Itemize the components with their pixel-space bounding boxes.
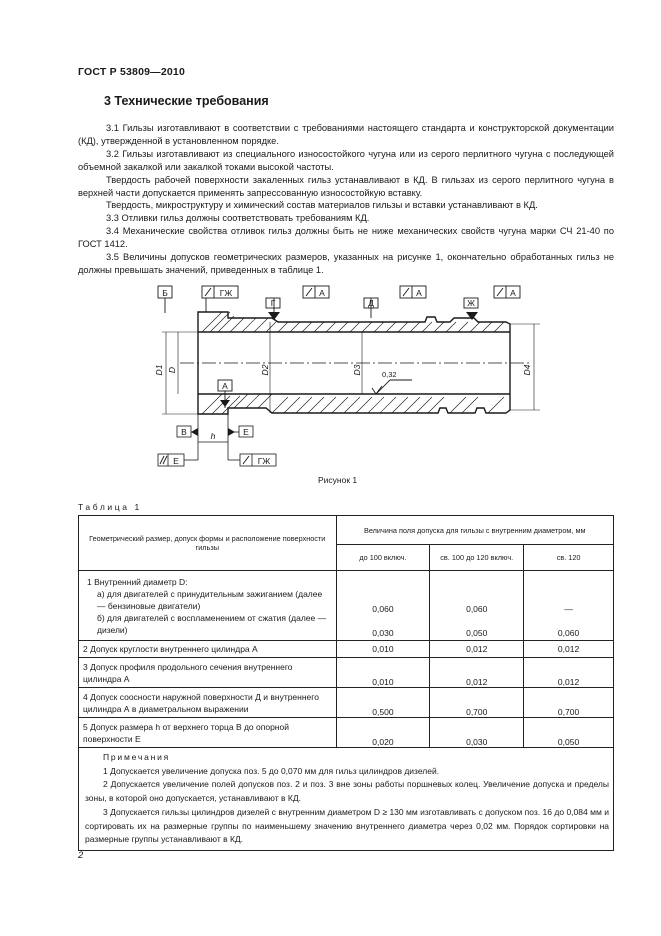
label-g: Г (270, 298, 276, 308)
table-row (79, 658, 614, 688)
row3-col1: 0,010 (336, 658, 430, 688)
row1-col1-a: 0,060 (372, 604, 394, 614)
label-gzh-bottom: ГЖ (257, 456, 271, 466)
notes-heading: Примечания (103, 752, 171, 762)
table-row (79, 718, 614, 748)
note-1: 1 Допускается увеличение допуска поз. 5 до 0,070 мм для гильз цилиндров дизелей. (103, 765, 440, 776)
table-label: Таблица 1 (78, 502, 142, 512)
tolerance-table (78, 515, 614, 851)
table-notes (79, 748, 614, 851)
paragraph-3-2: 3.2 Гильзы изготавливают из специального износостойкого чугуна или из серого перлитного чугуна с последующей объемной закалкой или закалкой токами высокой частоты. (78, 148, 614, 172)
row3-col2: 0,012 (430, 658, 524, 688)
label-a-1: А (319, 288, 325, 298)
row5-param: 5 Допуск размера h от верхнего торца В до опорной поверхности Е (79, 718, 337, 748)
header-param: Геометрический размер, допуск формы и расположение поверхности гильзы (79, 516, 337, 571)
label-a-3: А (510, 288, 516, 298)
label-zh: Ж (467, 298, 475, 308)
label-h: h (210, 431, 216, 441)
row5-col1: 0,020 (336, 718, 430, 748)
row1-title: 1 Внутренний диаметр D: (87, 576, 188, 587)
table-row (79, 641, 614, 658)
paragraph-hardness: Твердость рабочей поверхности закаленных гильз устанавливают в КД. В гильзах из серого перлитного чугуна в верхней части допускается применять запрессованную износостойкую вставку. (78, 174, 614, 198)
table-row (79, 688, 614, 718)
dim-d1: D1 (154, 364, 164, 376)
dim-d3: D3 (352, 364, 362, 376)
section-title: 3 Технические требования (104, 94, 269, 108)
header-group: Величина поля допуска для гильзы с внутренним диаметром, мм (336, 516, 613, 545)
row4-col2: 0,700 (430, 688, 524, 718)
row4-param: 4 Допуск соосности наружной поверхности Д и внутреннего цилиндра А в диаметральном выражении (79, 688, 337, 718)
dim-d: D (167, 366, 177, 374)
row1-a: а) для двигателей с принудительным зажиганием (далее — бензиновые двигатели) (97, 588, 323, 611)
note-2: 2 Допускается увеличение полей допусков поз. 2 и поз. 3 вне зоны работы поршневых колец. Увеличение допуска и пределы зоны, в которой оно допускается, устанавливают в КД. (85, 779, 609, 804)
paragraph-3-1: 3.1 Гильзы изготавливают в соответствии с требованиями настоящего стандарта и конструкторской документации (КД), утвержденной в установленном порядке. (78, 123, 614, 146)
header-col3: св. 120 (524, 545, 614, 571)
row1-b: б) для двигателей с воспламенением от сжатия (далее — дизели) (97, 612, 327, 635)
figure-liner-drawing (150, 282, 540, 472)
label-e: Е (243, 427, 249, 437)
row3-col3: 0,012 (524, 658, 614, 688)
row1-col3-a: — (564, 604, 573, 614)
row1-col2-b: 0,050 (466, 628, 488, 638)
label-d: Д (368, 298, 374, 308)
note-3: 3 Допускается гильзы цилиндров дизелей с внутренним диаметром D ≥ 130 мм изготавливать с допуском поз. 16 до 0,084 мм и сортировать их на размерные группы по наименьшему значению внутреннего диаметра через 0,02 мм. Порядок сортировки на размерные группы устанавливают в КД. (85, 806, 609, 845)
table-notes-row (79, 748, 614, 851)
label-parallel-e: Е (173, 456, 179, 466)
table-row (79, 571, 614, 641)
label-v: В (181, 427, 187, 437)
row2-col1: 0,010 (336, 641, 430, 658)
label-b: Б (162, 288, 168, 298)
row4-col3: 0,700 (524, 688, 614, 718)
roughness-value: 0,32 (382, 370, 397, 379)
row4-col1: 0,500 (336, 688, 430, 718)
row1-col2-a: 0,060 (466, 604, 488, 614)
label-a-2: А (416, 288, 422, 298)
document-header: ГОСТ Р 53809—2010 (78, 66, 186, 78)
paragraph-3-3: 3.3 Отливки гильз должны соответствовать требованиям КД. (106, 213, 370, 224)
row1-col3-b: 0,060 (557, 628, 580, 638)
figure-caption: Рисунок 1 (318, 475, 358, 485)
paragraph-microstructure: Твердость, микроструктуру и химический состав материалов гильзы и вставки устанавливают в КД. (106, 200, 538, 211)
header-col2: св. 100 до 120 включ. (430, 545, 524, 571)
paragraph-3-5: 3.5 Величины допусков геометрических размеров, указанных на рисунке 1, окончательно обработанных гильз не должны превышать значений, приведенных в таблице 1. (78, 252, 614, 275)
dim-d2: D2 (260, 364, 270, 376)
row2-param: 2 Допуск круглости внутреннего цилиндра А (79, 641, 337, 658)
row2-col3: 0,012 (524, 641, 614, 658)
row1-col1-b: 0,030 (372, 628, 394, 638)
label-datum-a: А (222, 381, 228, 391)
header-col1: до 100 включ. (336, 545, 430, 571)
row5-col3: 0,050 (524, 718, 614, 748)
label-gzh-top: ГЖ (219, 288, 233, 298)
row5-col2: 0,030 (430, 718, 524, 748)
paragraph-3-4: 3.4 Механические свойства отливок гильз должны быть не ниже механических свойств чугуна марки СЧ 21-40 по ГОСТ 1412. (78, 226, 614, 250)
row2-col2: 0,012 (430, 641, 524, 658)
row3-param: 3 Допуск профиля продольного сечения внутреннего цилиндра А (79, 658, 337, 688)
page-number: 2 (78, 850, 84, 861)
dim-d4: D4 (522, 364, 532, 376)
section-body (78, 122, 614, 277)
